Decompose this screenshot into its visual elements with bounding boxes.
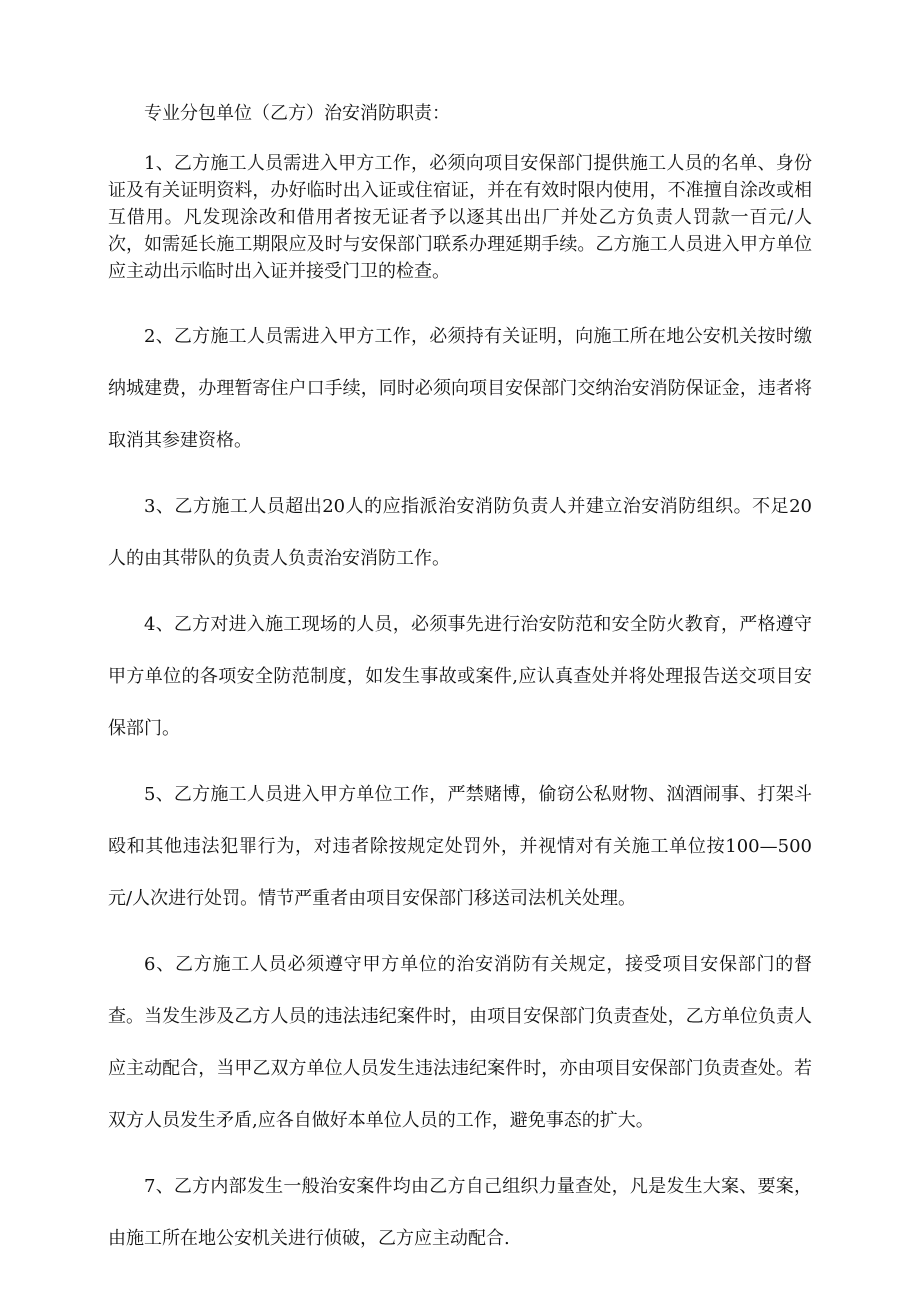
paragraph-3: 3、乙方施工人员超出20人的应指派治安消防负责人并建立治安消防组织。不足20人的由其带队的负责人负责治安消防工作。 [108,496,812,569]
paragraph-5: 5、乙方施工人员进入甲方单位工作，严禁赌博，偷窃公私财物、汹酒闹事、打架斗殴和其他违法犯罪行为，对违者除按规定处罚外，并视情对有关施工单位按100—500元/人次进行处罚。情节严重者由项目安保部门移送司法机关处理。 [108,784,812,909]
paragraph-1: 1、乙方施工人员需进入甲方工作，必须向项目安保部门提供施工人员的名单、身份证及有关证明资料，办好临时出入证或住宿证，并在有效时限内使用，不准擅自涂改或相互借用。凡发现涂改和借用者按无证者予以逐其出出厂并处乙方负责人罚款一百元/人次，如需延长施工期限应及时与安保部门联系办理延期手续。乙方施工人员进入甲方单位应主动出示临时出入证并接受门卫的检查。 [108,153,812,282]
paragraph-6: 6、乙方施工人员必须遵守甲方单位的治安消防有关规定，接受项目安保部门的督查。当发生涉及乙方人员的违法违纪案件时，由项目安保部门负责查处，乙方单位负责人应主动配合，当甲乙双方单位人员发生违法违纪案件时，亦由项目安保部门负责查处。若双方人员发生矛盾,应各自做好本单位人员的工作，避免事态的扩大。 [108,954,812,1131]
paragraph-4: 4、乙方对进入施工现场的人员，必须事先进行治安防范和安全防火教育，严格遵守甲方单位的各项安全防范制度，如发生事故或案件,应认真查处并将处理报告送交项目安保部门。 [108,614,812,739]
paragraph-7: 7、乙方内部发生一般治安案件均由乙方自己组织力量查处，凡是发生大案、要案，由施工所在地公安机关进行侦破，乙方应主动配合. [108,1176,812,1249]
document-title: 专业分包单位（乙方）治安消防职责： [144,103,450,124]
paragraph-2: 2、乙方施工人员需进入甲方工作，必须持有关证明，向施工所在地公安机关按时缴纳城建费，办理暂寄住户口手续，同时必须向项目安保部门交纳治安消防保证金，违者将取消其参建资格。 [108,326,812,451]
